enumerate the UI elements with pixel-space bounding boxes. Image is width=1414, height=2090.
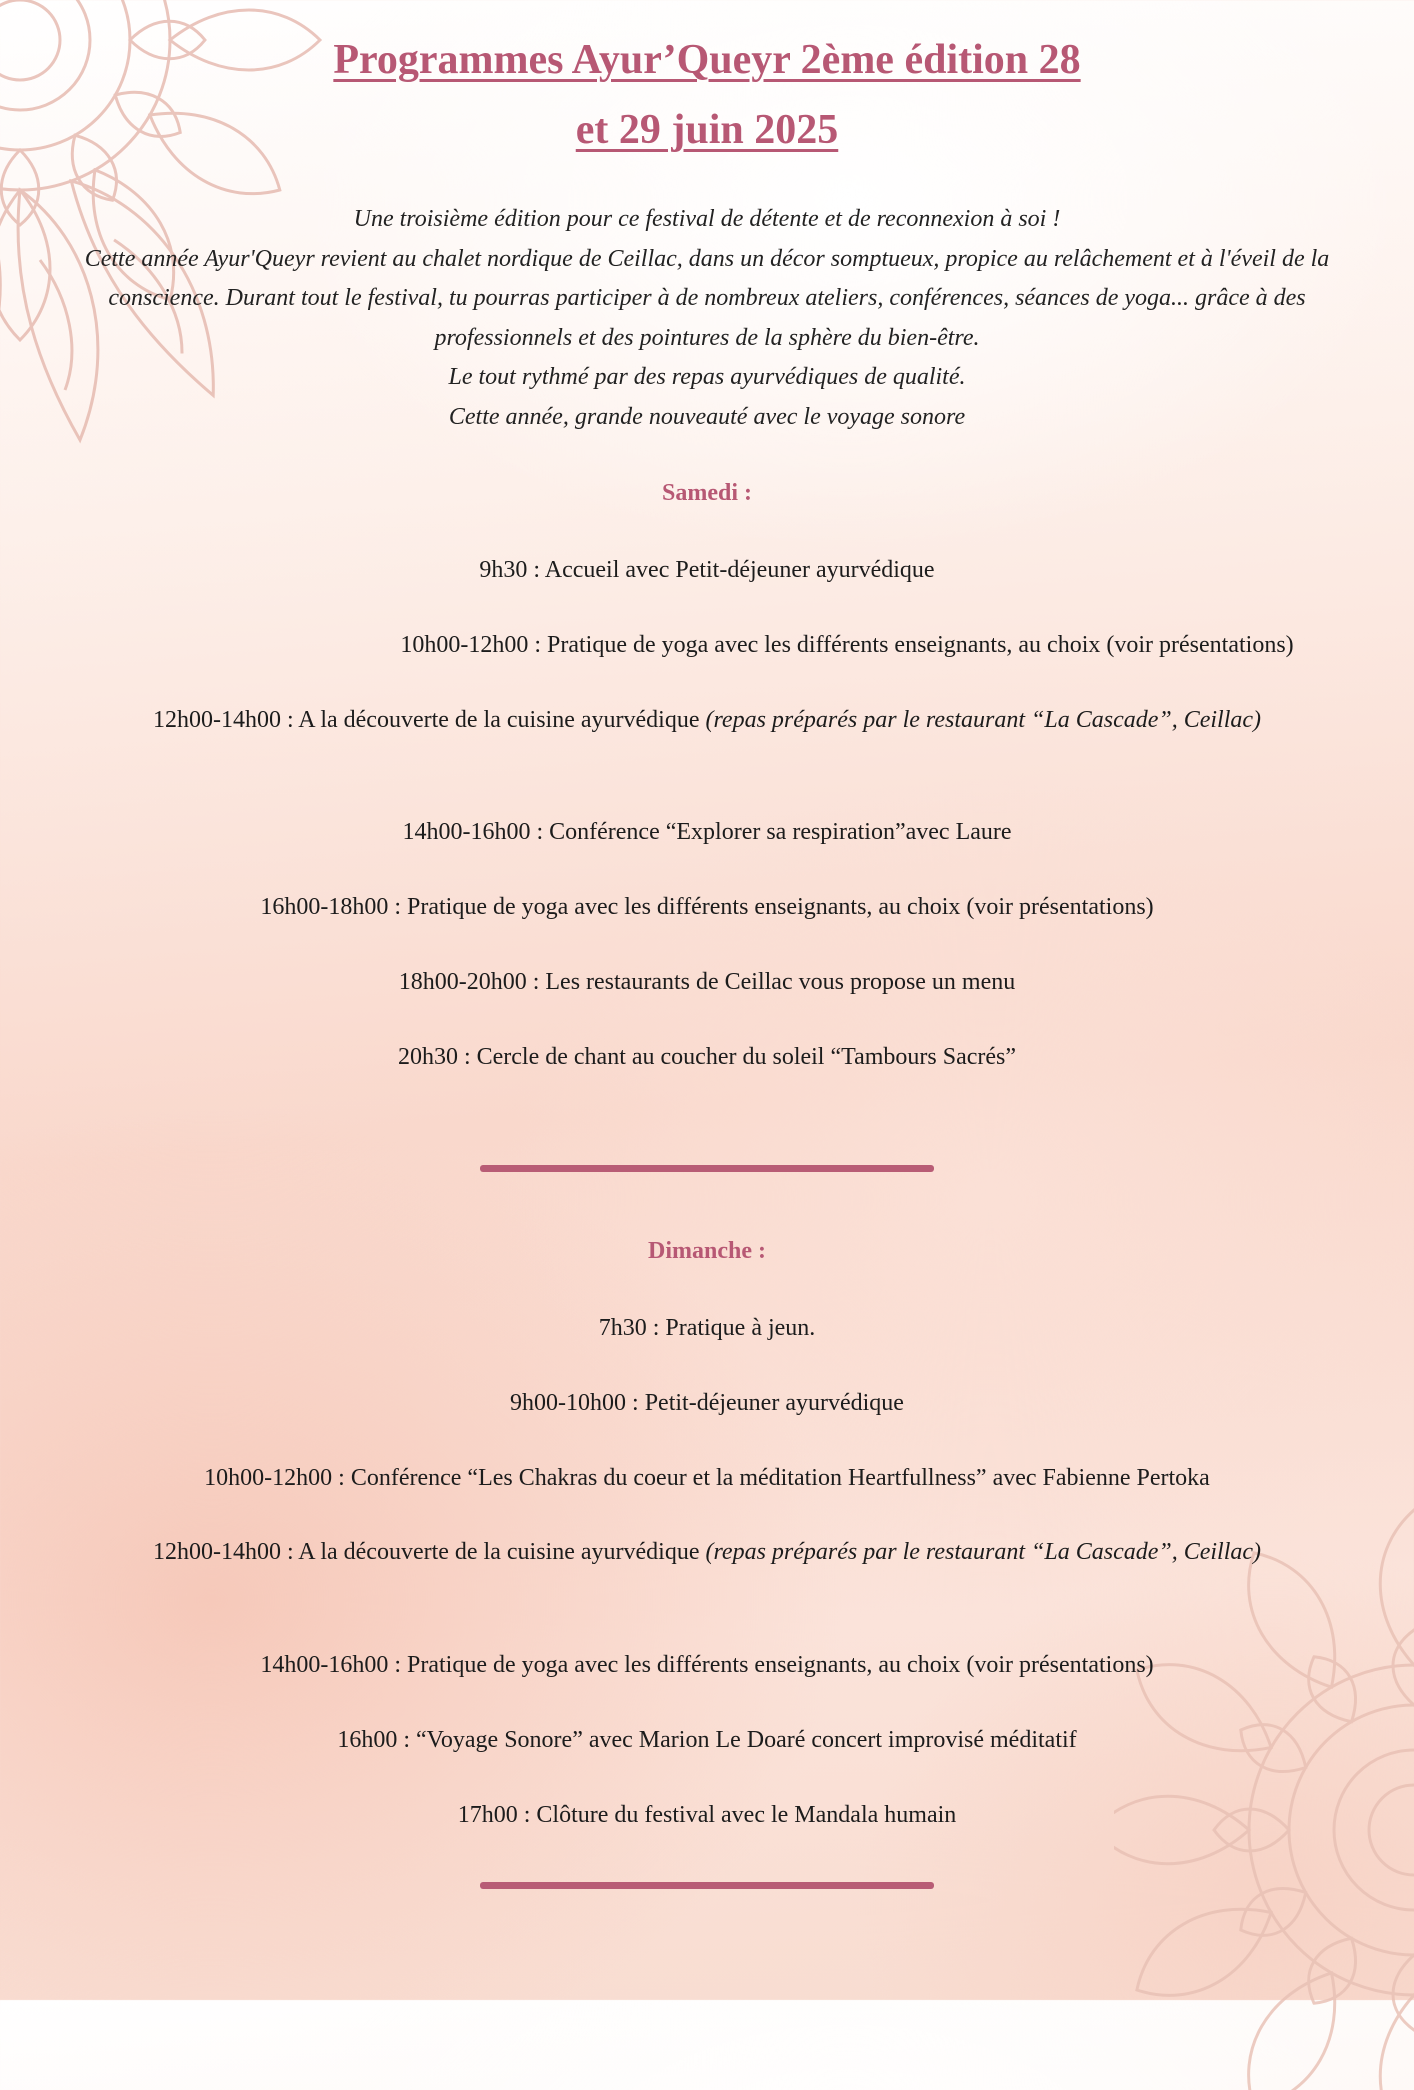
schedule-item: 17h00 : Clôture du festival avec le Mandala humain	[457, 1802, 957, 1828]
schedule-item: 10h00-12h00 : Pratique de yoga avec les différents enseignants, au choix (voir présentations)	[400, 632, 1294, 658]
schedule-item-note: (repas préparés par le restaurant “La Cascade”, Ceillac)	[705, 707, 1262, 733]
sunday-heading: Dimanche :	[648, 1238, 766, 1264]
section-divider	[480, 1882, 934, 1889]
intro-text	[60, 200, 1354, 437]
schedule-item: 10h00-12h00 : Conférence “Les Chakras du coeur et la méditation Heartfullness” avec Fabienne Pertoka	[204, 1465, 1210, 1491]
schedule-item: 12h00-14h00 : A la découverte de la cuisine ayurvédique (repas préparés par le restaurant “La Cascade”, Ceillac)	[152, 707, 1262, 733]
schedule-item: 20h30 : Cercle de chant au coucher du soleil “Tambours Sacrés”	[397, 1044, 1017, 1070]
schedule-item: 16h00-18h00 : Pratique de yoga avec les différents enseignants, au choix (voir présentations)	[260, 894, 1154, 920]
intro-paragraph: Le tout rythmé par des repas ayurvédiques de qualité.	[448, 364, 966, 390]
intro-paragraph: Une troisième édition pour ce festival de détente et de reconnexion à soi !	[353, 206, 1061, 232]
schedule-item: 12h00-14h00 : A la découverte de la cuisine ayurvédique (repas préparés par le restaurant “La Cascade”, Ceillac)	[152, 1539, 1262, 1565]
intro-paragraph: Cette année, grande nouveauté avec le voyage sonore	[448, 403, 966, 430]
schedule-item: 16h00 : “Voyage Sonore” avec Marion Le Doaré concert improvisé méditatif	[337, 1727, 1077, 1753]
saturday-heading: Samedi :	[662, 480, 752, 506]
schedule-item: 14h00-16h00 : Conférence “Explorer sa respiration”avec Laure	[402, 819, 1012, 845]
schedule-item: 7h30 : Pratique à jeun.	[598, 1315, 816, 1341]
schedule-item: 9h00-10h00 : Petit-déjeuner ayurvédique	[510, 1390, 904, 1416]
intro-paragraph: Cette année Ayur'Queyr revient au chalet nordique de Ceillac, dans un décor somptueux, propice au relâchement et à l'éveil de la conscience. Durant tout le festival, tu pourras participer à de nombreux ateliers, conférences, séances de yoga... grâce à des professionnels et des pointures de la sphère du bien-être.	[84, 245, 1330, 351]
schedule-item: 14h00-16h00 : Pratique de yoga avec les différents enseignants, au choix (voir présentations)	[260, 1652, 1154, 1678]
page-title-line-1: Programmes Ayur’Queyr 2ème édition 28	[333, 37, 1081, 83]
schedule-item: 9h30 : Accueil avec Petit-déjeuner ayurvédique	[479, 557, 935, 583]
page-title-line-2: et 29 juin 2025	[575, 107, 839, 153]
page-title	[0, 25, 1414, 165]
section-divider	[480, 1165, 934, 1172]
schedule-item-note: (repas préparés par le restaurant “La Cascade”, Ceillac)	[705, 1539, 1262, 1565]
schedule-item: 18h00-20h00 : Les restaurants de Ceillac vous propose un menu	[398, 969, 1016, 995]
